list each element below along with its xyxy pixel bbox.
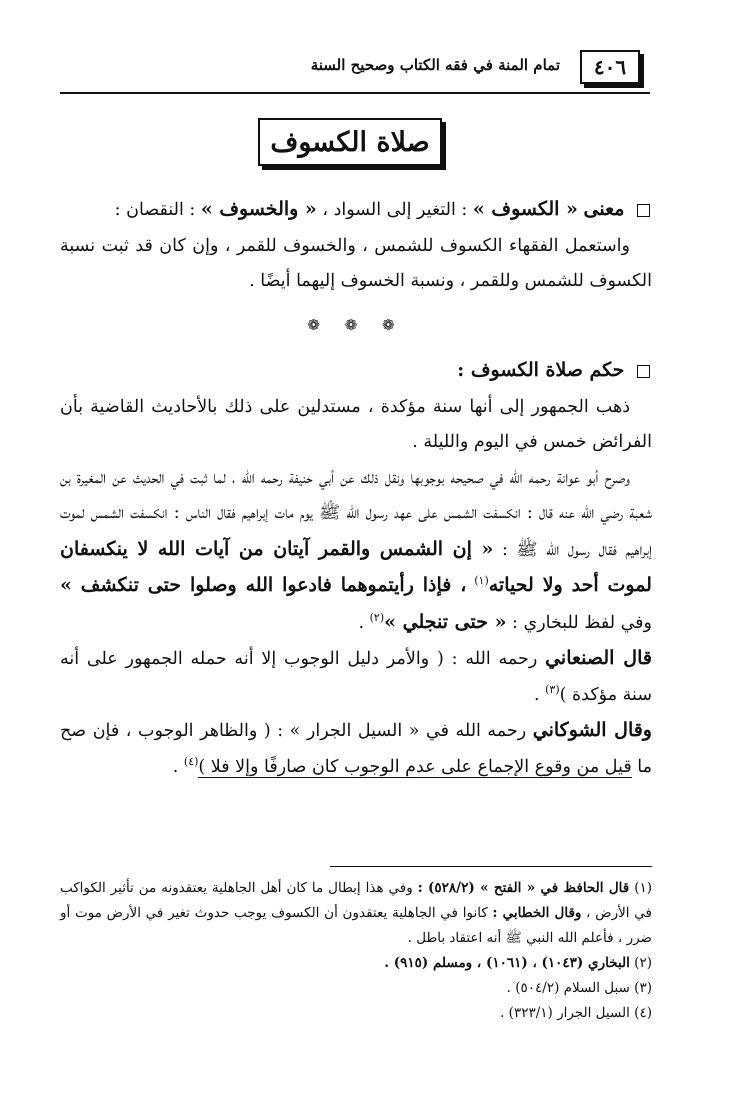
footnote-number: (٢) <box>634 955 652 971</box>
hadith-text-3: « حتى تنجلي » <box>384 610 507 633</box>
quote-shawkani-text-a: في « السيل الجرار » : ( والظاهر الوجوب ، فإن صح ما <box>60 721 652 777</box>
footnote-number: (٤) <box>634 1005 652 1021</box>
hadith-text-2: ، فإذا رأيتموهما فادعوا الله وصلوا حتى تنكشف » <box>60 574 467 596</box>
footnote-ref-1[interactable]: (١) <box>474 574 489 588</box>
definition-khusuf: : النقصان : <box>114 200 196 220</box>
page-header <box>60 42 650 92</box>
section-ruling-heading-line <box>60 353 652 390</box>
hadith-text-1: « إن الشمس والقمر آيتان من آيات الله لا ينكسفان لموت أحد ولا لحياته <box>60 537 652 596</box>
quote-sanani-speaker: قال الصنعاني <box>545 647 652 669</box>
footnote-ref-2[interactable]: (٢) <box>369 610 385 624</box>
footnote-number: (٣) <box>634 980 652 996</box>
footnote-number: (١) <box>634 880 653 896</box>
footnote-text: سبل السلام (٥٠٤/٢) . <box>506 980 630 996</box>
footnote-4 <box>60 1001 652 1026</box>
definition-kusuf: : التغير إلى السواد ، <box>322 200 468 220</box>
quote-shawkani <box>60 713 652 785</box>
page-number: ٤٠٦ <box>593 55 627 79</box>
footnote-text: وفي هذا إبطال ما كان أهل الجاهلية يعتقدونه من تأثير الكواكب في الأرض ، <box>60 880 652 921</box>
footnote-text-2: كانوا في الجاهلية يعتقدون أن الكسوف يوجب حدوث تغير في الأرض موت أو ضرر ، فأعلم الله النبي ﷺ أنه اعتقاد باطل . <box>60 905 652 946</box>
footnote-ref-3[interactable]: (٣) <box>545 682 560 696</box>
term-kusuf: « الكسوف » <box>472 198 578 220</box>
meaning-paragraph: واستعمل الفقهاء الكسوف للشمس ، والخسوف للقمر ، وإن كان قد ثبت نسبة الكسوف للشمس وللقمر ، ونسبة الخسوف إليهما أيضًا . <box>60 235 652 291</box>
ruling-text-a: وصرح أبو عوانة رحمه الله في صحيحه بوجوبها ونقل ذلك عن أبي حنيفة رحمه الله ، لما ثبت في الحديث عن المغيرة بن شعبة رضي الله عنه قال : انكسفت الشمس على عهد رسول الله ﷺ يوم مات إبراهيم فقال الناس : انكسفت الشمس لموت إبراهيم فقال رسول الله ﷺ : <box>60 467 652 560</box>
ruling-heading: حكم صلاة الكسوف : <box>457 359 625 381</box>
ruling-text-end: . <box>358 612 365 633</box>
footnote-separator <box>330 866 652 867</box>
ruling-text-b: وفي لفظ للبخاري : <box>512 612 652 633</box>
square-bullet-icon <box>637 204 650 217</box>
running-title: تمام المنة في فقه الكتاب وصحيح السنة <box>310 56 560 74</box>
footnote-3 <box>60 976 652 1001</box>
ruling-paragraph-1: ذهب الجمهور إلى أنها سنة مؤكدة ، مستدلين على ذلك بالأحاديث القاضية بأن الفرائض خمس في اليوم والليلة . <box>60 396 652 452</box>
footnote-ref-4[interactable]: (٤) <box>183 754 199 768</box>
quote-shawkani-end: . <box>172 756 179 777</box>
quote-sanani-text: : ( والأمر دليل الوجوب إلا أنه حمله الجمهور على أنه سنة مؤكدة ) <box>60 649 652 705</box>
chapter-title-box <box>258 118 442 166</box>
header-rule <box>60 92 650 94</box>
quote-shawkani-honorific: رحمه الله <box>455 721 527 741</box>
quote-sanani <box>60 641 652 713</box>
section-ornaments: ❁ ❁ ❁ <box>307 315 405 334</box>
footnote-2 <box>60 951 652 976</box>
term-khusuf: « والخسوف » <box>200 198 317 220</box>
quote-sanani-honorific: رحمه الله <box>465 649 538 669</box>
section-meaning <box>60 192 652 229</box>
quote-sanani-end: . <box>533 684 540 705</box>
ruling-paragraph-2 <box>60 461 652 642</box>
footnote-1 <box>60 876 652 951</box>
quote-shawkani-text-b: قيل من وقوع الإجماع على عدم الوجوب كان صارفًا وإلا فلا ) <box>198 756 632 777</box>
square-bullet-icon <box>637 365 650 378</box>
footnote-text: السيل الجرار (٣٢٣/١) . <box>500 1005 630 1021</box>
meaning-heading-prefix: معنى <box>583 198 625 220</box>
footnote-bold-2: وقال الخطابي : <box>492 905 582 921</box>
footnotes <box>60 876 652 1026</box>
chapter-title: صلاة الكسوف <box>270 126 430 158</box>
page-number-box <box>580 50 640 84</box>
quote-shawkani-speaker: وقال الشوكاني <box>532 719 652 741</box>
footnote-bold: قال الحافظ في « الفتح » (٥٢٨/٢) : <box>417 880 630 896</box>
main-text <box>60 192 652 785</box>
footnote-bold: البخاري (١٠٤٣) ، (١٠٦١) ، ومسلم (٩١٥) . <box>384 955 630 971</box>
